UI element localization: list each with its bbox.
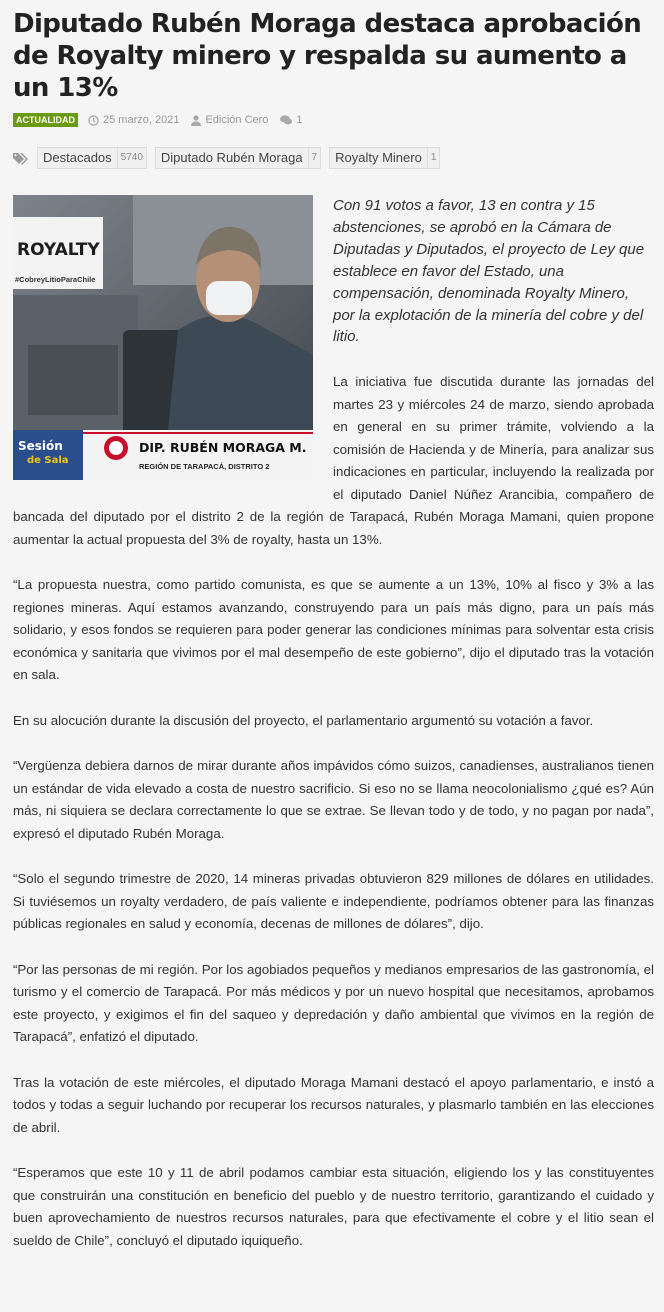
article bbox=[13, 8, 654, 1275]
tag-royalty-minero[interactable] bbox=[329, 147, 440, 169]
article-body bbox=[13, 195, 654, 1252]
tag-destacados[interactable] bbox=[37, 147, 147, 169]
article-photo bbox=[13, 195, 313, 480]
comments-icon bbox=[280, 115, 292, 125]
category-badge[interactable]: ACTUALIDAD bbox=[13, 113, 78, 127]
comments-count[interactable]: 1 bbox=[296, 114, 303, 126]
royalty-sign-text: ROYALTY bbox=[17, 240, 100, 260]
paragraph: “Vergüenza debiera darnos de mirar durante años impávidos cómo suizos, canadienses, australianos tienen un estándar de vida elevado a costa de nuestro sacrificio. Si eso no se llama neocolonialismo ¿qué es? Aún más, ni siquiera se declara correctamente lo que se extrae. Se llevan todo y de todo, y no pagan por nada”, expresó el diputado Rubén Moraga. bbox=[13, 758, 654, 841]
speaker-region-banner: REGIÓN DE TARAPACÁ, DISTRITO 2 bbox=[139, 462, 270, 471]
paragraph: “Esperamos que este 10 y 11 de abril podamos cambiar esta situación, eligiendo los y las constituyentes que construirán una constitución en beneficio del pueblo y de nuestro territorio, garantizando el cuidado y buen aprovechamiento de nuestros recursos naturales, para que efectivamente el cobre y el litio sean el sueldo de Chile”, concluyó el diputado iquiqueño. bbox=[13, 1165, 654, 1248]
comments-meta[interactable] bbox=[280, 114, 302, 126]
author-link[interactable]: Edición Cero bbox=[205, 114, 269, 126]
publish-date: 25 marzo, 2021 bbox=[103, 114, 180, 126]
sesion-logo-line2: de Sala bbox=[27, 455, 69, 466]
tag-label[interactable]: Diputado Rubén Moraga bbox=[160, 150, 303, 165]
paragraph: Tras la votación de este miércoles, el diputado Moraga Mamani destacó el apoyo parlamentario, e instó a todos y todas a seguir luchando por recuperar los recursos naturales, y plasmarlo también en las elecciones de abril. bbox=[13, 1074, 654, 1135]
tag-diputado-ruben-moraga[interactable] bbox=[155, 147, 321, 169]
paragraph: La iniciativa fue discutida durante las jornadas del martes 23 y miércoles 24 de marzo, siendo aprobada en general en su primer trámite, volviendo a la comisión de Hacienda y de Minería, para analizar sus indicaciones en particular, incluyendo la realizada por el diputado Daniel Núñez Arancibia, compañero de bancada del diputado por el distrito 2 de la región de Tarapacá, Rubén Moraga Mamani, quien propone aumentar la actual propuesta del 3% de royalty, hasta un 13%. bbox=[13, 374, 654, 547]
tag-label[interactable]: Royalty Minero bbox=[335, 150, 422, 165]
tag-count: 5740 bbox=[117, 148, 146, 168]
date-meta bbox=[88, 114, 179, 126]
tags-icon bbox=[13, 152, 29, 165]
article-meta bbox=[13, 110, 654, 130]
tag-count: 1 bbox=[427, 148, 440, 168]
paragraph: “Solo el segundo trimestre de 2020, 14 mineras privadas obtuvieron 829 millones de dólares en utilidades. Si tuviésemos un royalty verdadero, de país valiente e independiente, podríamos obtener para las finanzas públicas regionales en salud y economía, decenas de millones de dólares”, dijo. bbox=[13, 871, 654, 932]
paragraph: “La propuesta nuestra, como partido comunista, es que se aumente a un 13%, 10% al fisco y 3% a las regiones mineras. Aquí estamos avanzando, construyendo para un país más digno, para un país más solidario, y esos fondos se requieren para poder generar las condiciones mínimas para solventar esta crisis económica y sanitaria que vivimos por el mal desempeño de este gobierno”, dijo el diputado tras la votación en sala. bbox=[13, 577, 654, 683]
sesion-logo-line1: Sesión bbox=[18, 439, 63, 453]
tag-label[interactable]: Destacados bbox=[43, 150, 112, 165]
article-lead: Con 91 votos a favor, 13 en contra y 15 abstenciones, se aprobó en la Cámara de Diputadas y Diputados, el proyecto de Ley que establece en favor del Estado, una compensación, denominada Royalty Minero, por la explotación de la minería del cobre y del litio. bbox=[333, 197, 645, 346]
speaker-name-banner: DIP. RUBÉN MORAGA M. bbox=[139, 440, 307, 455]
author-meta bbox=[191, 114, 268, 126]
user-icon bbox=[191, 115, 201, 126]
tag-count: 7 bbox=[308, 148, 321, 168]
clock-icon bbox=[88, 115, 99, 126]
royalty-sign-hashtag: #CobreyLitioParaChile bbox=[15, 275, 96, 284]
article-title: Diputado Rubén Moraga destaca aprobación de Royalty minero y respalda su aumento a un 13% bbox=[13, 9, 642, 103]
paragraph: “Por las personas de mi región. Por los agobiados pequeños y medianos empresarios de las gastronomía, el turismo y el comercio de Tarapacá. Por más médicos y por un nuevo hospital que necesitamos, aprobamos este proyecto, y exigimos el fin del saqueo y depredación y daño ambiental que vivimos en la región de Tarapacá”, enfatizó el diputado. bbox=[13, 961, 654, 1045]
tag-list bbox=[13, 146, 654, 170]
paragraph: En su alocución durante la discusión del proyecto, el parlamentario argumentó su votación a favor. bbox=[13, 712, 594, 728]
